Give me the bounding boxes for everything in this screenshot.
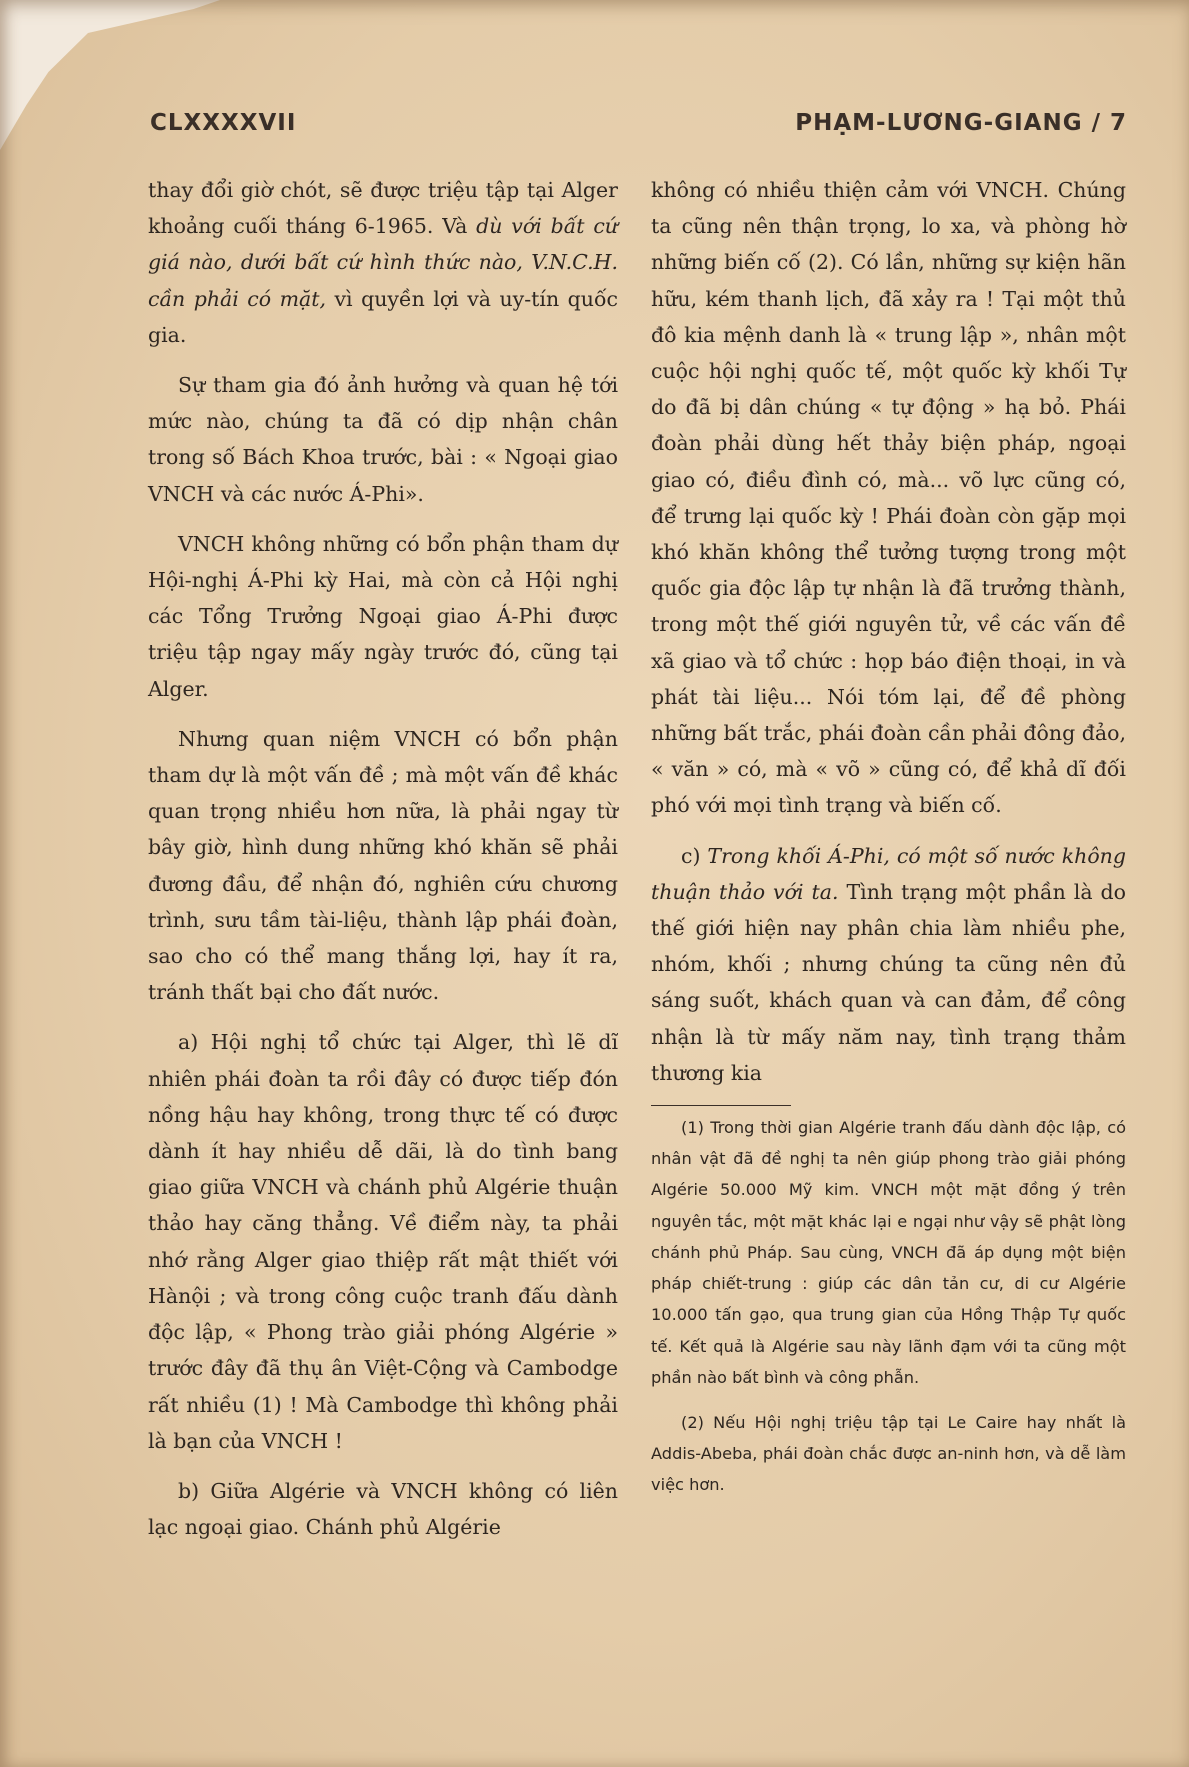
right-column — [651, 172, 1126, 1515]
footnote: (1) Trong thời gian Algérie tranh đấu dành độc lập, có nhân vật đã đề nghị ta nên giúp phong trào giải phóng Algérie 50.000 Mỹ kim. VNCH một mặt đồng ý trên nguyên tắc, một mặt khác lại e ngại như vậy sẽ phật lòng chánh phủ Pháp. Sau cùng, VNCH đã áp dụng một biện pháp chiết-trung : giúp các dân tản cư, di cư Algérie 10.000 tấn gạo, qua trung gian của Hồng Thập Tự quốc tế. Kết quả là Algérie sau này lãnh đạm với ta cũng một phần nào bất bình và công phẫn. — [651, 1118, 1126, 1387]
running-head — [150, 110, 1127, 150]
paragraph: không có nhiều thiện cảm với VNCH. Chúng ta cũng nên thận trọng, lo xa, và phòng hờ những biến cố (2). Có lần, những sự kiện hãn hữu, kém thanh lịch, đã xảy ra ! Tại một thủ đô kia mệnh danh là « trung lập », nhân một cuộc hội nghị quốc tế, một quốc kỳ khối Tự do đã bị dân chúng « tự động » hạ bỏ. Phái đoàn phải dùng hết thảy biện pháp, ngoại giao có, điều đình có, mà... võ lực cũng có, để trưng lại quốc kỳ ! Phái đoàn còn gặp mọi khó khăn không thể tưởng tượng trong một quốc gia độc lập tự nhận là đã trưởng thành, trong một thế giới nguyên tử, về các vấn đề xã giao và tổ chức : họp báo điện thoại, in và phát tài liệu... Nói tóm lại, để đề phòng những bất trắc, phái đoàn cần phải đông đảo, « văn » có, mà « võ » cũng có, để khả dĩ đối phó với mọi tình trạng và biến cố. — [651, 178, 1126, 818]
text: c) — [681, 843, 708, 868]
paragraph — [148, 172, 618, 353]
paragraph: a) Hội nghị tổ chức tại Alger, thì lẽ dĩ nhiên phái đoàn ta rồi đây có được tiếp đón nồng hậu hay không, trong thực tế có được dành ít hay nhiều dễ dãi, là do tình bang giao giữa VNCH và chánh phủ Algérie thuận thảo hay căng thẳng. Về điểm này, ta phải nhớ rằng Alger giao thiệp rất mật thiết với Hànội ; và trong công cuộc tranh đấu dành độc lập, « Phong trào giải phóng Algérie » trước đây đã thụ ân Việt-Cộng và Cambodge rất nhiều (1) ! Mà Cambodge thì không phải là bạn của VNCH ! — [148, 1030, 618, 1453]
text: vì quyền lợi và uy-tín quốc gia. — [148, 286, 618, 347]
footnote-rule — [651, 1105, 791, 1106]
text: Tình trạng một phần là do thế giới hiện nay phân chia làm nhiều phe, nhóm, khối ; nhưng chúng ta cũng nên đủ sáng suốt, khách quan và can đảm, để công nhận là từ mấy năm nay, tình trạng thảm thương kia — [651, 879, 1126, 1085]
text: thay đổi giờ chót, sẽ được triệu tập tại Alger khoảng cuối tháng 6-1965. Và — [148, 178, 618, 239]
author-page-number: PHẠM-LƯƠNG-GIANG / 7 — [795, 110, 1127, 136]
left-column — [148, 172, 618, 1559]
footnote: (2) Nếu Hội nghị triệu tập tại Le Caire hay nhất là Addis-Abeba, phái đoàn chắc được an-ninh hơn, và dễ làm việc hơn. — [651, 1412, 1126, 1495]
italic-text: dù với bất cứ giá nào, dưới bất cứ hình thức nào, V.N.C.H. cần phải có mặt, — [148, 214, 619, 311]
italic-heading: Trong khối Á-Phi, có một số nước không thuận thảo với ta. — [651, 843, 1126, 904]
paragraph: b) Giữa Algérie và VNCH không có liên lạc ngoại giao. Chánh phủ Algérie — [148, 1478, 618, 1540]
section-number: CLXXXXVII — [150, 110, 297, 136]
paragraph: Sự tham gia đó ảnh hưởng và quan hệ tới mức nào, chúng ta đã có dịp nhận chân trong số Bách Khoa trước, bài : « Ngoại giao VNCH và các nước Á-Phi». — [148, 373, 618, 506]
paragraph: VNCH không những có bổn phận tham dự Hội-nghị Á-Phi kỳ Hai, mà còn cả Hội nghị các Tổng Trưởng Ngoại giao Á-Phi được triệu tập ngay mấy ngày trước đó, cũng tại Alger. — [148, 531, 618, 701]
paragraph: Nhưng quan niệm VNCH có bổn phận tham dự là một vấn đề ; mà một vấn đề khác quan trọng nhiều hơn nữa, là phải ngay từ bây giờ, hình dung những khó khăn sẽ phải đương đầu, để nhận đó, nghiên cứu chương trình, sưu tầm tài-liệu, thành lập phái đoàn, sao cho có thể mang thắng lợi, hay ít ra, tránh thất bại cho đất nước. — [148, 726, 618, 1005]
paragraph — [651, 838, 1126, 1091]
